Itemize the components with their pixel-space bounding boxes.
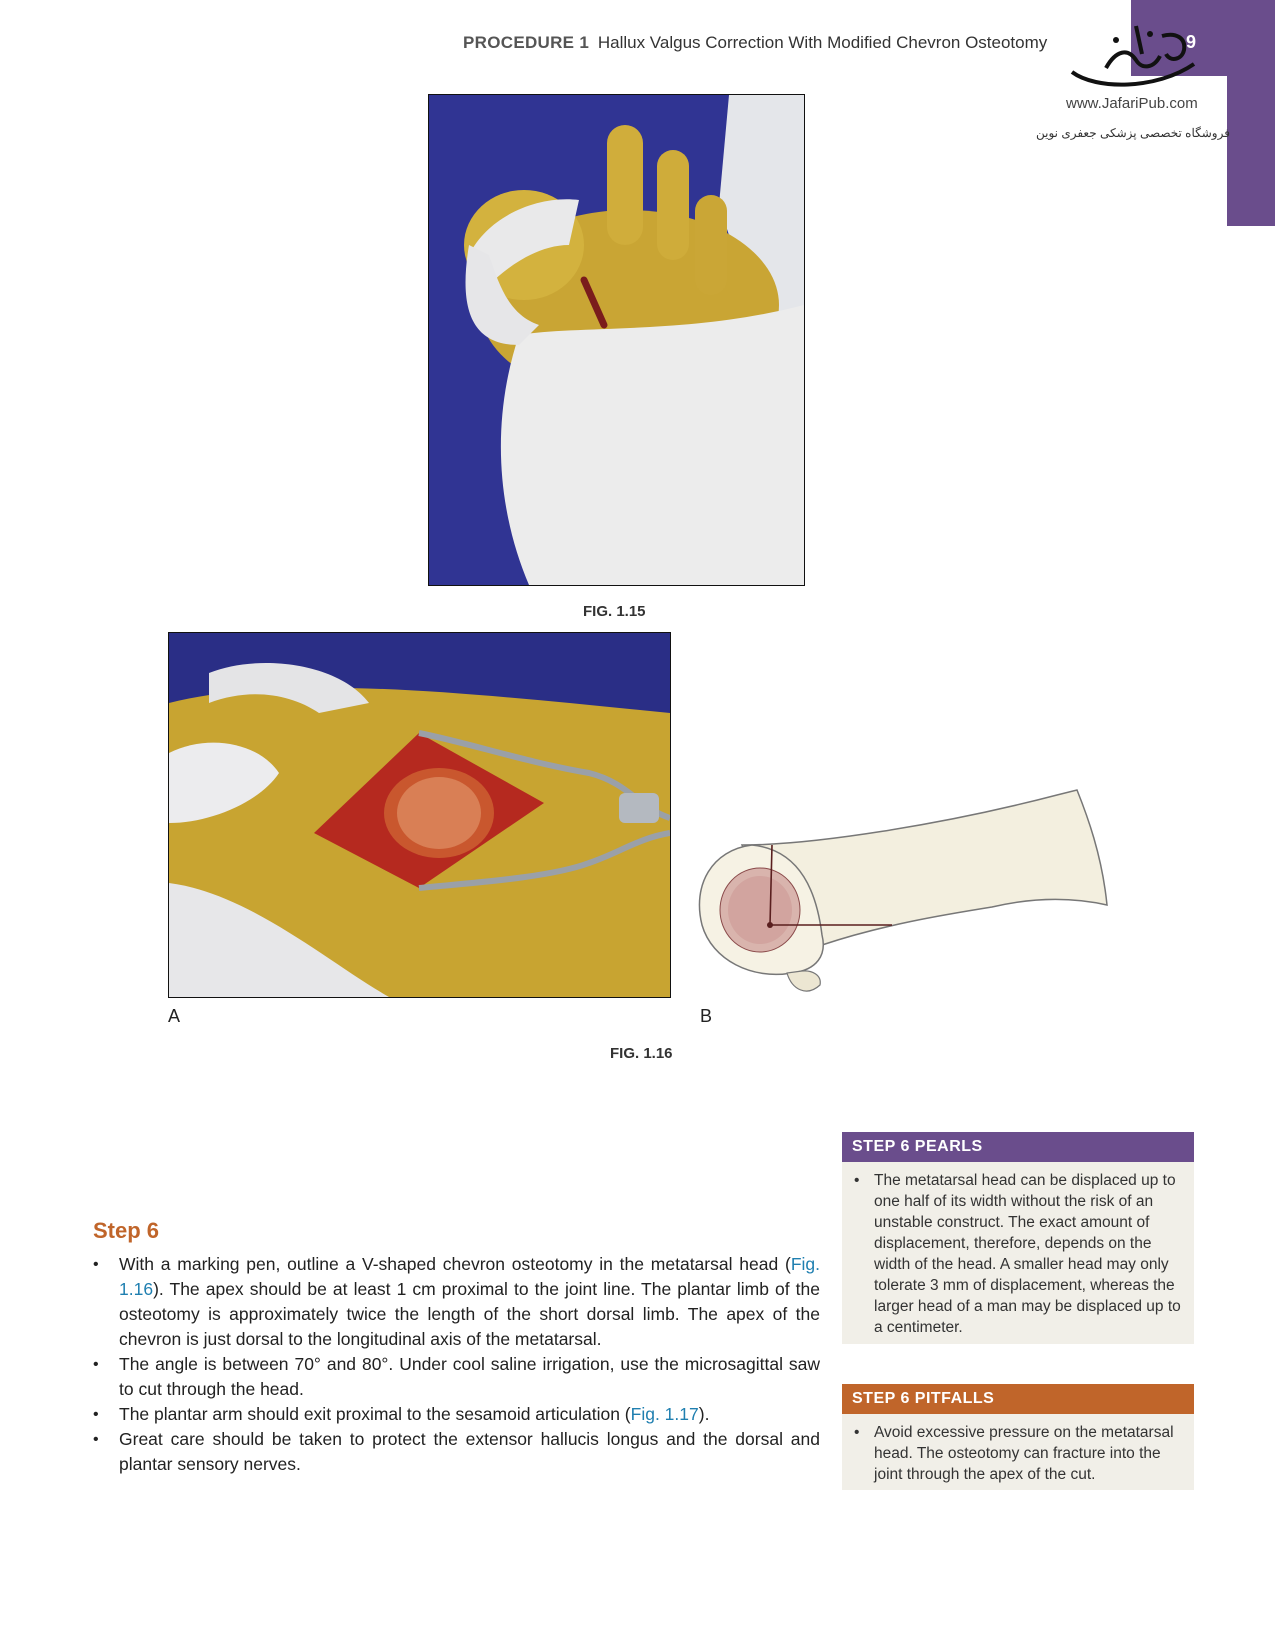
publisher-logo-icon xyxy=(1066,20,1206,98)
pearls-list xyxy=(842,1162,1194,1338)
pearls-box xyxy=(842,1132,1194,1344)
list-item: • The metatarsal head can be displaced up to one half of its width without the risk of an unstable construct. The exact amount of displacement, therefore, depends on the width of the head. A smaller head may only tolerate 3 mm of displacement, whereas the larger head of a man may be displaced up to a centimeter. xyxy=(852,1170,1182,1338)
pearls-title: STEP 6 PEARLS xyxy=(842,1132,1194,1162)
step-bullet-list xyxy=(93,1252,820,1477)
figure-1-16-caption: FIG. 1.16 xyxy=(610,1045,673,1062)
bullet-4-text: Great care should be taken to protect the extensor hallucis longus and the dorsal and plantar sensory nerves. xyxy=(119,1429,820,1474)
list-item xyxy=(93,1352,820,1402)
bullet-1-text-a: With a marking pen, outline a V-shaped chevron osteotomy in the metatarsal head ( xyxy=(119,1254,791,1274)
procedure-label: PROCEDURE 1 xyxy=(463,33,590,52)
list-item: • Avoid excessive pressure on the metatarsal head. The osteotomy can fracture into the joint through the apex of the cut. xyxy=(852,1422,1182,1485)
figure-1-16a-photo xyxy=(168,632,671,998)
pitfalls-box xyxy=(842,1384,1194,1490)
figure-1-17-link[interactable]: Fig. 1.17 xyxy=(630,1404,699,1424)
procedure-title: Hallux Valgus Correction With Modified Chevron Osteotomy xyxy=(597,33,1048,52)
bullet-1-text-b: ). The apex should be at least 1 cm proximal to the joint line. The plantar limb of the osteotomy is approximately twice the length of the short dorsal limb. The apex of the chevron is just dorsal to the longitudinal axis of the metatarsal. xyxy=(119,1279,820,1349)
figure-1-16a-image xyxy=(169,633,670,997)
figure-1-15-photo xyxy=(428,94,805,586)
figure-1-16-panel-b-label: B xyxy=(700,1006,713,1026)
pitfalls-list xyxy=(842,1414,1194,1485)
bullet-2-text: The angle is between 70° and 80°. Under cool saline irrigation, use the microsagittal saw to cut through the head. xyxy=(119,1354,820,1399)
figure-1-15-caption: FIG. 1.15 xyxy=(583,603,646,620)
bullet-3-text-b: ). xyxy=(698,1404,710,1424)
watermark-shop-name: فروشگاه تخصصی پزشکی جعفری نوین xyxy=(1036,126,1230,140)
figure-1-15-image xyxy=(429,95,804,585)
watermark-url: www.JafariPub.com xyxy=(1066,95,1198,112)
figure-1-16-panel-a-label: A xyxy=(168,1006,181,1026)
running-head xyxy=(463,33,1047,53)
figure-1-16b-illustration xyxy=(692,785,1122,1005)
list-item xyxy=(93,1402,820,1427)
list-item xyxy=(93,1427,820,1477)
list-item xyxy=(93,1252,820,1352)
figure-1-16-link[interactable]: Fig. 1.16 xyxy=(119,1254,820,1299)
step-heading: Step 6 xyxy=(93,1218,160,1243)
page-number: 9 xyxy=(1186,32,1197,52)
bullet-3-text-a: The plantar arm should exit proximal to the sesamoid articulation ( xyxy=(119,1404,631,1424)
pitfalls-title: STEP 6 PITFALLS xyxy=(842,1384,1194,1414)
